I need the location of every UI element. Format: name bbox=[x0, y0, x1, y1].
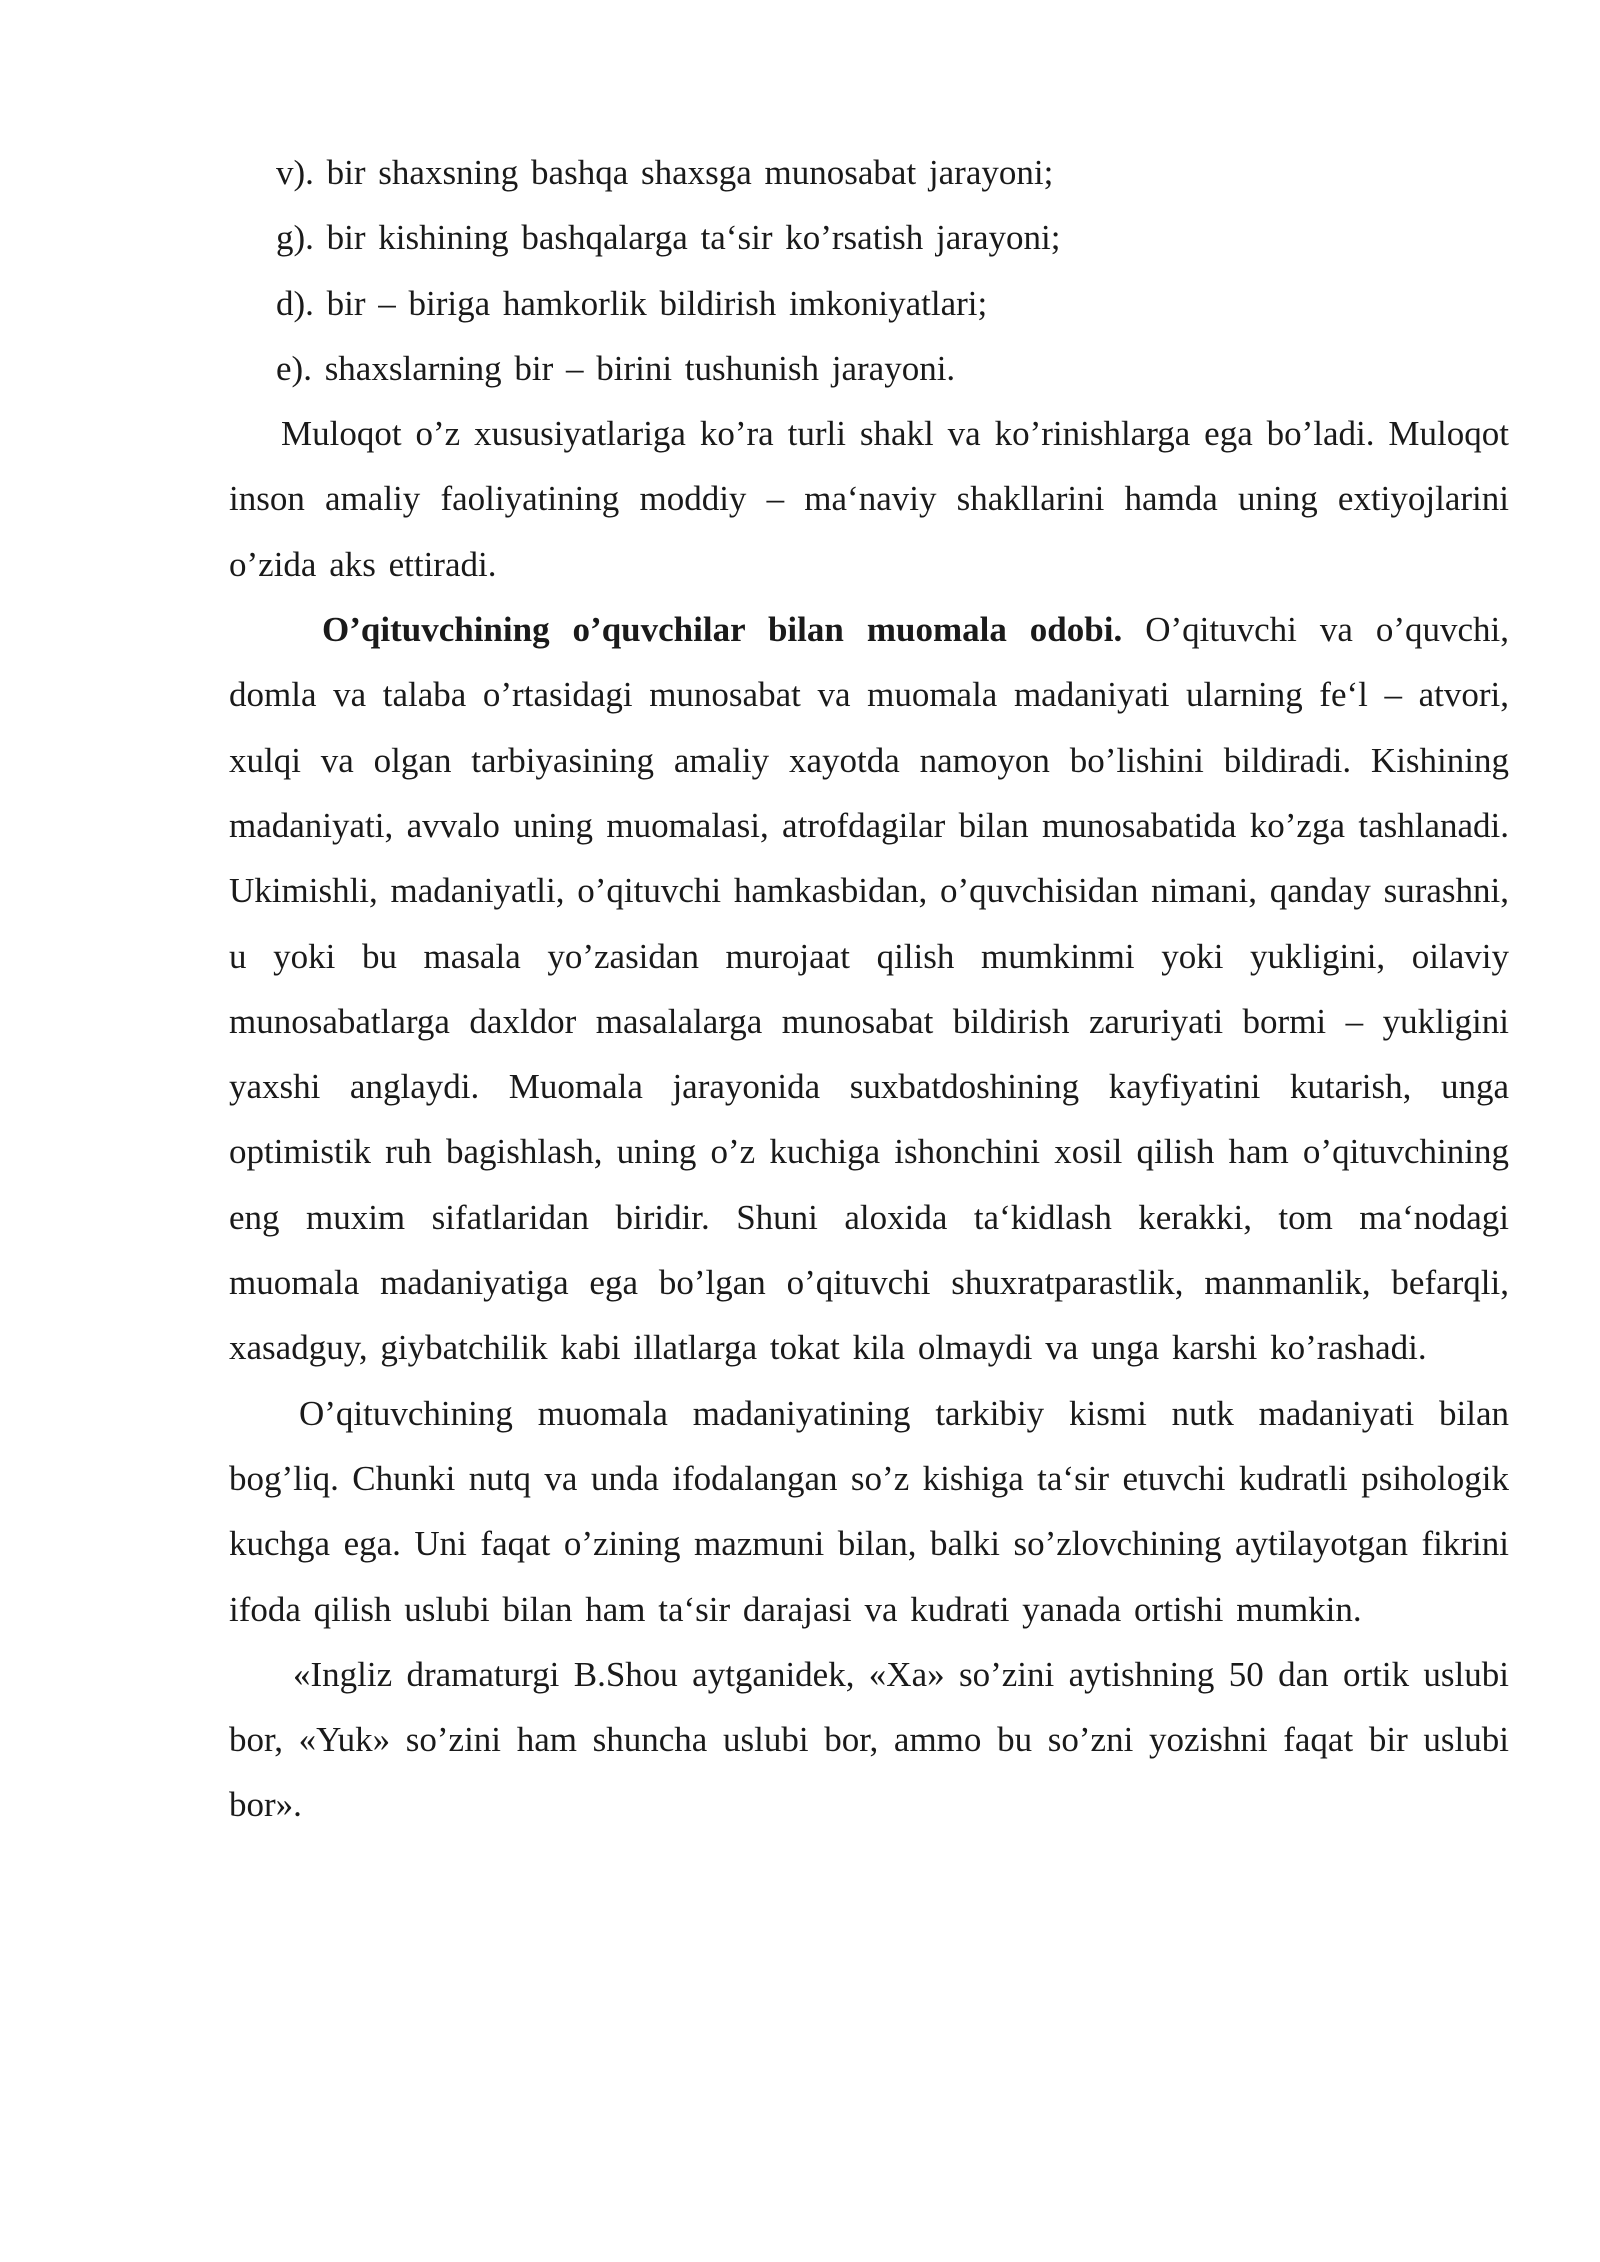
paragraph-nutk-madaniyati: O’qituvchining muomala madaniyatining tarkibiy kismi nutk madaniyati bilan bog’liq. Chunki nutq va unda ifodalangan so’z kishiga ta‘sir etuvchi kudratli psihologik kuchga ega. Uni faqat o’zining mazmuni bilan, balki so’zlovchining aytilayotgan fikrini ifoda qilish uslubi bilan ham ta‘sir darajasi va kudrati yanada ortishi mumkin. bbox=[229, 1393, 1509, 1629]
paragraph-muomala-odobi bbox=[229, 597, 1509, 1381]
list-item-e: e). shaxslarning bir – birini tushunish jarayoni. bbox=[276, 348, 956, 388]
list-item-d: d). bir – biriga hamkorlik bildirish imkoniyatlari; bbox=[276, 283, 988, 323]
list-item-v: v). bir shaxsning bashqa shaxsga munosabat jarayoni; bbox=[276, 153, 1054, 192]
paragraph-body: O’qituvchi va o’quvchi, domla va talaba o’rtasidagi munosabat va muomala madaniyati ularning fe‘l – atvori, xulqi va olgan tarbiyasining amaliy xayotda namoyon bo’lishini bildiradi. Kishining madaniyati, avvalo uning muomalasi, atrofdagilar bilan munosabatida ko’zga tashlanadi. Ukimishli, madaniyatli, o’qituvchi hamkasbidan, o’quvchisidan nimani, qanday surashni, u yoki bu masala yo’zasidan murojaat qilish mumkinmi yoki yukligini, oilaviy munosabatlarga daxldor masalalarga munosabat bildirish zaruriyati bormi – yukligini yaxshi anglaydi. Muomala jarayonida suxbatdoshining kayfiyatini kutarish, unga optimistik ruh bagishlash, uning o’z kuchiga ishonchini xosil qilish ham o’qituvchining eng muxim sifatlaridan biridir. Shuni aloxida ta‘kidlash kerakki, tom ma‘nodagi muomala madaniyatiga ega bo’lgan o’qituvchi shuxratparastlik, manmanlik, befarqli, xasadguy, giybatchilik kabi illatlarga tokat kila olmaydi va unga karshi ko’rashadi. bbox=[229, 610, 1510, 1368]
list-item-g: g). bir kishining bashqalarga ta‘sir ko’rsatish jarayoni; bbox=[276, 218, 1061, 258]
section-heading: O’qituvchining o’quvchilar bilan muomala odobi. bbox=[322, 610, 1123, 650]
paragraph-quote-shou: «Ingliz dramaturgi B.Shou aytganidek, «Xa» so’zini aytishning 50 dan ortik uslubi bor, «Yuk» so’zini ham shuncha uslubi bor, ammo bu so’zni yozishni faqat bir uslubi bor». bbox=[229, 1654, 1509, 1825]
paragraph-muloqot: Muloqot o’z xususiyatlariga ko’ra turli shakl va ko’rinishlarga ega bo’ladi. Muloqot inson amaliy faoliyatining moddiy – ma‘naviy shakllarini hamda uning extiyojlarini o’zida aks ettiradi. bbox=[229, 414, 1509, 584]
document-page bbox=[229, 140, 1509, 1838]
